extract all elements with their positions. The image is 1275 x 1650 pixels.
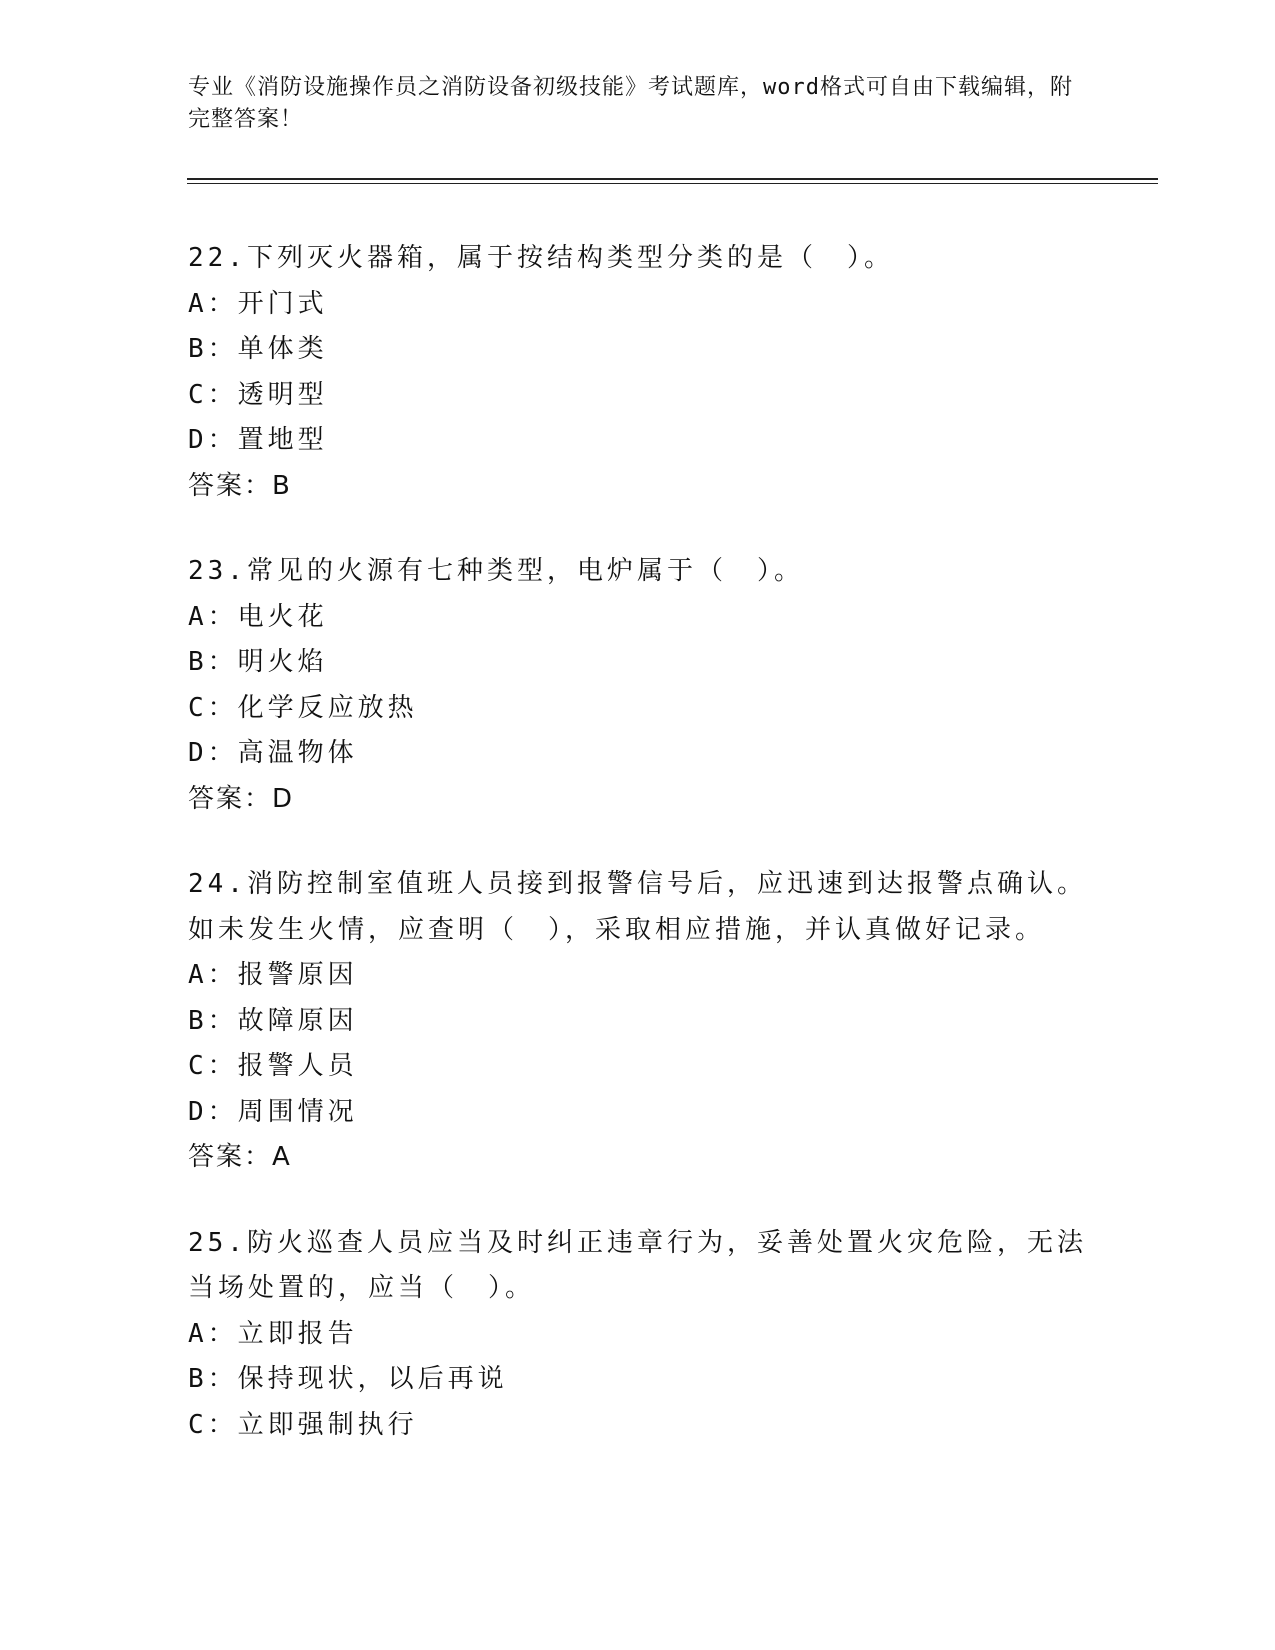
answer: 答案：A xyxy=(188,1142,292,1172)
option-c: C：透明型 xyxy=(188,379,328,410)
question-23 xyxy=(188,549,1088,822)
question-stem: 24.消防控制室值班人员接到报警信号后，应迅速到达报警点确认。如未发生火情，应查明（ ），采取相应措施，并认真做好记录。 xyxy=(188,869,1087,945)
header-divider-thick xyxy=(187,178,1158,180)
option-c: C：报警人员 xyxy=(188,1051,358,1081)
header-divider-thin xyxy=(187,183,1158,184)
option-a: A：电火花 xyxy=(188,601,328,632)
question-24 xyxy=(188,862,1088,1181)
option-a: A：开门式 xyxy=(188,288,328,319)
option-b: B：故障原因 xyxy=(188,1005,358,1036)
option-d: D：周围情况 xyxy=(188,1096,358,1127)
option-d: D：高温物体 xyxy=(188,738,358,768)
question-stem: 22.下列灭火器箱，属于按结构类型分类的是（ ）。 xyxy=(188,243,894,273)
option-c: C：化学反应放热 xyxy=(188,692,418,723)
answer: 答案：D xyxy=(188,783,295,814)
document-header: 专业《消防设施操作员之消防设备初级技能》考试题库，word格式可自由下载编辑，附完整答案！ xyxy=(188,75,1073,132)
option-c: C：立即强制执行 xyxy=(188,1409,418,1440)
question-stem: 25.防火巡查人员应当及时纠正违章行为，妥善处置火灾危险，无法当场处置的，应当（ ）。 xyxy=(188,1227,1087,1303)
question-22 xyxy=(188,236,1088,509)
question-25 xyxy=(188,1221,1088,1449)
option-b: B：明火焰 xyxy=(188,647,328,677)
option-a: A：立即报告 xyxy=(188,1318,358,1349)
option-a: A：报警原因 xyxy=(188,960,358,990)
option-b: B：保持现状，以后再说 xyxy=(188,1364,508,1394)
answer: 答案：B xyxy=(188,470,292,501)
option-d: D：置地型 xyxy=(188,425,328,455)
question-stem: 23.常见的火源有七种类型，电炉属于（ ）。 xyxy=(188,556,804,586)
question-list xyxy=(188,236,1088,1488)
option-b: B：单体类 xyxy=(188,334,328,364)
